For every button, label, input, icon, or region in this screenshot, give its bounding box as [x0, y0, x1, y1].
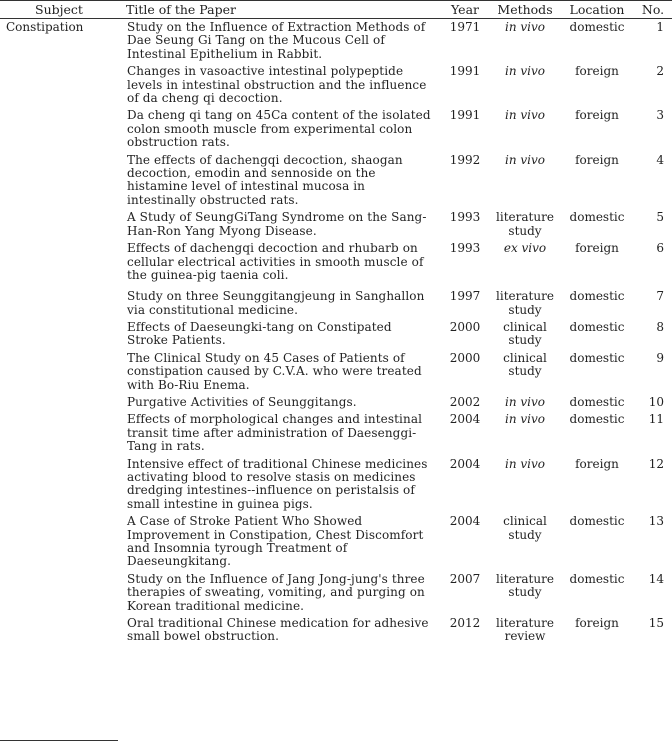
title-cell: Study on the Influence of Jang Jong-jung's three therapies of sweating, vomiting, and purging on Korean traditional medicine.: [127, 571, 425, 613]
table-row: [0, 63, 672, 107]
methods-cell: in vivo: [504, 152, 545, 167]
methods-cell: clinical study: [503, 514, 547, 542]
location-cell: foreign: [575, 456, 619, 471]
title-cell: Changes in vasoactive intestinal polypeptide levels in intestinal obstruction and the influence of da cheng qi decoction.: [127, 64, 427, 106]
methods-cell: clinical study: [503, 350, 547, 379]
year-cell: 1993: [449, 210, 481, 225]
year-cell: 1993: [449, 241, 481, 256]
methods-cell: in vivo: [504, 108, 545, 123]
number-cell: 4: [656, 152, 664, 167]
location-cell: domestic: [569, 289, 625, 304]
year-cell: 2000: [449, 350, 481, 365]
title-cell: Study on three Seunggitangjeung in Sanghallon via constitutional medicine.: [127, 289, 425, 317]
year-cell: 1991: [449, 64, 481, 79]
location-cell: domestic: [569, 350, 625, 365]
table-row: [0, 319, 672, 350]
table-row: [0, 19, 672, 64]
title-cell: A Study of SeungGiTang Syndrome on the Sang-Han-Ron Yang Myong Disease.: [127, 210, 427, 238]
header-row: [0, 1, 672, 19]
year-cell: 1971: [449, 20, 481, 34]
year-cell: 2002: [449, 394, 481, 409]
table-row: [0, 411, 672, 455]
title-cell: Intensive effect of traditional Chinese medicines activating blood to resolve stasis on medicines dredging intestines--influence on peristalsis of small intestine in guinea pigs.: [127, 456, 428, 511]
methods-cell: in vivo: [504, 394, 545, 409]
number-cell: 6: [656, 241, 664, 256]
title-cell: Purgative Activities of Seunggitangs.: [127, 394, 357, 409]
methods-cell: in vivo: [504, 20, 545, 34]
title-cell: Effects of morphological changes and intestinal transit time after administration of Daesenggi-Tang in rats.: [127, 412, 423, 454]
table-row: [0, 209, 672, 240]
number-cell: 10: [648, 394, 664, 409]
header-year: Year: [440, 1, 490, 19]
number-cell: 2: [656, 64, 664, 79]
subject-cell: Constipation: [6, 20, 84, 34]
year-cell: 1991: [449, 108, 481, 123]
methods-cell: ex vivo: [503, 241, 547, 256]
methods-cell: in vivo: [504, 64, 545, 79]
location-cell: domestic: [569, 514, 625, 529]
title-cell: Study on the Influence of Extraction Methods of Dae Seung Gi Tang on the Mucous Cell of Intestinal Epithelium in Rabbit.: [127, 20, 426, 61]
table-row: [0, 288, 672, 319]
methods-cell: literature review: [496, 616, 554, 644]
year-cell: 2004: [449, 456, 481, 471]
number-cell: 3: [656, 108, 664, 123]
title-cell: Oral traditional Chinese medication for adhesive small bowel obstruction.: [127, 616, 429, 644]
methods-cell: in vivo: [504, 456, 545, 471]
number-cell: 14: [648, 571, 664, 586]
header-subject: Subject: [0, 1, 118, 19]
location-cell: foreign: [575, 108, 619, 123]
location-cell: foreign: [575, 241, 619, 256]
number-cell: 5: [656, 210, 664, 225]
table-row: [0, 152, 672, 210]
table-row: [0, 615, 672, 646]
table-row: [0, 350, 672, 394]
location-cell: domestic: [569, 412, 625, 427]
subject-column-rule: [0, 740, 118, 741]
location-cell: domestic: [569, 210, 625, 225]
table-row: [0, 394, 672, 411]
location-cell: foreign: [575, 152, 619, 167]
number-cell: 9: [656, 350, 664, 365]
number-cell: 7: [656, 289, 664, 304]
number-cell: 15: [648, 616, 664, 631]
table-row: [0, 456, 672, 514]
title-cell: Effects of dachengqi decoction and rhubarb on cellular electrical activities in smooth muscle of the guinea-pig taenia coli.: [127, 241, 424, 282]
location-cell: foreign: [575, 616, 619, 631]
header-no: No.: [634, 1, 672, 19]
year-cell: 2000: [449, 319, 481, 334]
title-cell: The Clinical Study on 45 Cases of Patients of constipation caused by C.V.A. who were treated with Bo-Riu Enema.: [127, 350, 422, 392]
methods-cell: literature study: [496, 210, 554, 238]
year-cell: 1997: [449, 289, 481, 304]
number-cell: 1: [656, 20, 664, 34]
methods-cell: clinical study: [503, 319, 547, 348]
year-cell: 2004: [449, 412, 481, 427]
location-cell: domestic: [569, 319, 625, 334]
table-row: [0, 107, 672, 151]
location-cell: foreign: [575, 64, 619, 79]
number-cell: 12: [648, 456, 664, 471]
table-row: [0, 240, 672, 288]
year-cell: 2012: [449, 616, 481, 631]
title-cell: Effects of Daeseungki-tang on Constipated Stroke Patients.: [127, 319, 392, 348]
title-cell: A Case of Stroke Patient Who Showed Improvement in Constipation, Chest Discomfort and Insomnia tyrough Treatment of Daeseungkitang.: [127, 514, 424, 569]
table-row: [0, 571, 672, 615]
year-cell: 2007: [449, 571, 481, 586]
number-cell: 8: [656, 319, 664, 334]
location-cell: domestic: [569, 394, 625, 409]
table-row: [0, 513, 672, 571]
header-title: Title of the Paper: [118, 1, 440, 19]
year-cell: 2004: [449, 514, 481, 529]
title-cell: Da cheng qi tang on 45Ca content of the isolated colon smooth muscle from experimental colon obstruction rats.: [127, 108, 431, 150]
location-cell: domestic: [569, 571, 625, 586]
number-cell: 13: [648, 514, 664, 529]
year-cell: 1992: [449, 152, 481, 167]
header-location: Location: [560, 1, 634, 19]
location-cell: domestic: [569, 20, 625, 34]
title-cell: The effects of dachengqi decoction, shaogan decoction, emodin and sennoside on the histamine level of intestinal mucosa in intestinally obstructed rats.: [127, 152, 403, 207]
methods-cell: in vivo: [504, 412, 545, 427]
number-cell: 11: [648, 412, 664, 427]
header-methods: Methods: [490, 1, 560, 19]
methods-cell: literature study: [496, 571, 554, 600]
methods-cell: literature study: [496, 289, 554, 317]
